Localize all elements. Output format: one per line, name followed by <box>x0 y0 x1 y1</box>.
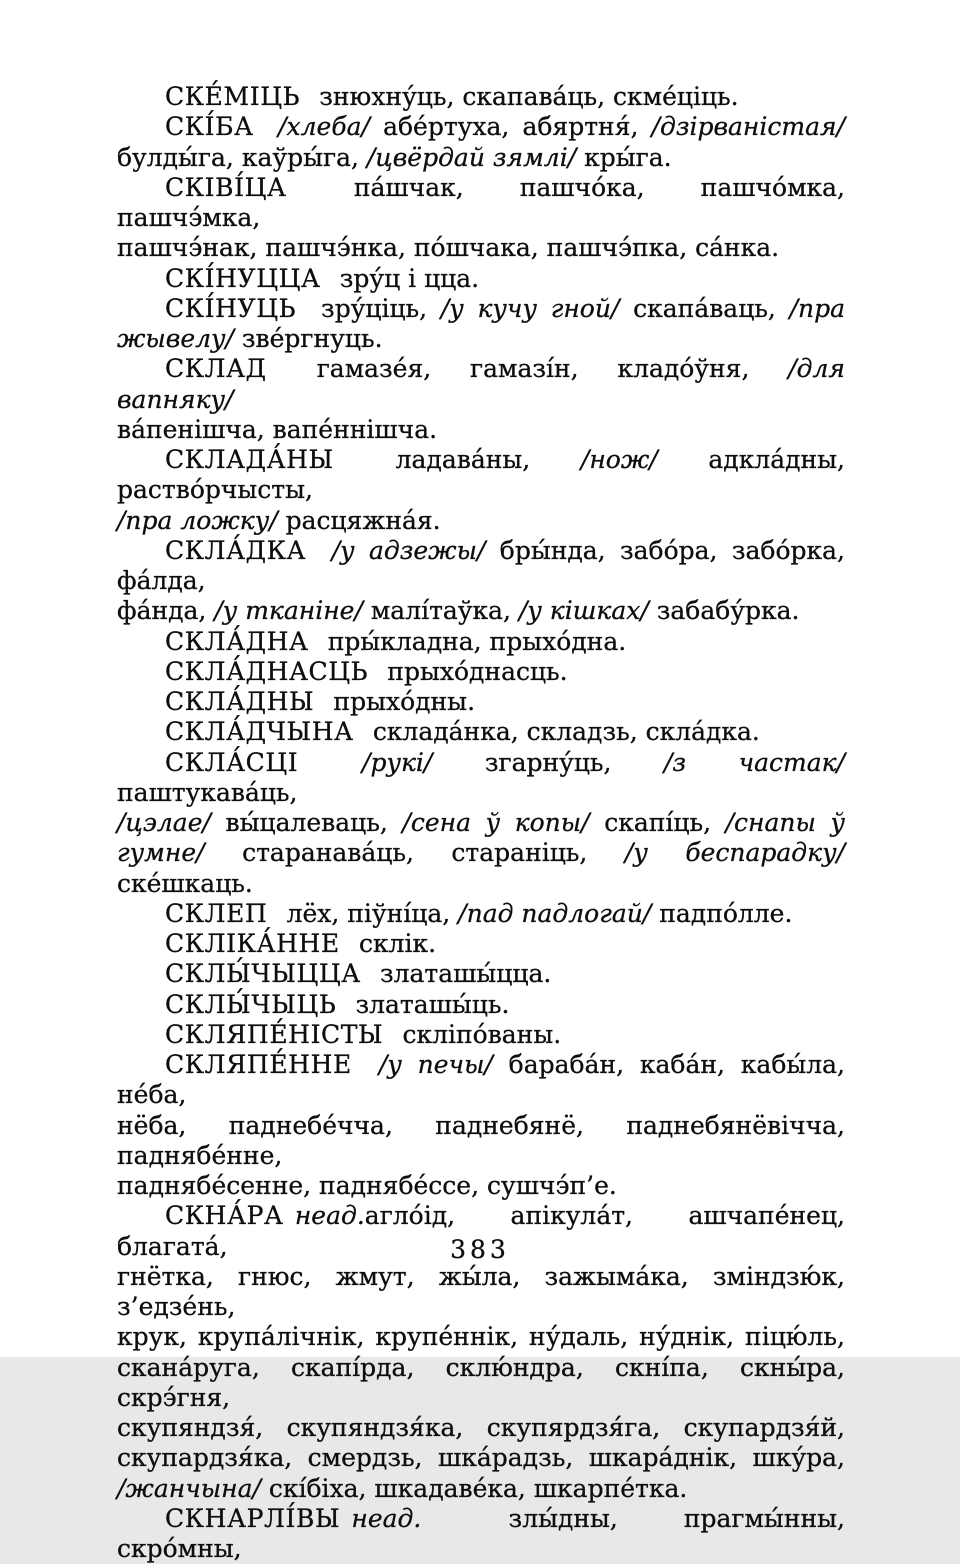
text-run: адкла́дны, раство́рчысты, <box>117 445 846 505</box>
text-line <box>117 1322 845 1352</box>
text-line <box>117 1474 845 1504</box>
text-line <box>117 354 845 415</box>
text-run: гнётка, гнюс, жмут, жы́ла, зажыма́ка, зміндзю́к, з’едзе́нь, <box>117 1261 845 1321</box>
text-run: згарну́ць, <box>432 747 664 777</box>
usage-note: неад. <box>294 1201 365 1231</box>
usage-note: /снапы ў <box>725 808 845 837</box>
headword: СКЛАДА́НЫ <box>165 445 334 474</box>
text-run: нёба, паднебе́чча, паднебянё, паднебянёвічча, паднябе́нне, <box>117 1110 845 1170</box>
usage-note: /рукі/ <box>309 747 433 777</box>
text-line <box>117 112 845 142</box>
usage-note: /нож/ <box>580 445 658 474</box>
text-run: старанава́ць, стараніць, <box>204 838 625 868</box>
text-run: малі́таўка, <box>362 596 519 626</box>
usage-note: /у кішках/ <box>518 596 649 626</box>
text-run: булды́га, каўры́га, <box>117 142 367 172</box>
text-line <box>117 596 845 626</box>
text-run: расцяжна́я. <box>277 505 441 535</box>
text-line <box>117 1050 845 1111</box>
text-run: паштукава́ць, <box>117 777 298 807</box>
text-run: зве́ргнуць. <box>233 324 383 353</box>
usage-note: /у тканіне/ <box>214 596 363 626</box>
text-run: ладава́ны, <box>344 445 581 474</box>
usage-note: /дзірваністая/ <box>651 112 845 142</box>
text-run: падпо́лле. <box>651 898 793 928</box>
text-line <box>117 1443 845 1473</box>
text-line <box>117 929 845 959</box>
usage-note: жывелу/ <box>117 324 234 353</box>
text-run: ске́шкаць. <box>117 868 253 898</box>
text-run: кры́га. <box>576 142 672 172</box>
headword: СКЕ́МІЦЬ <box>165 82 301 111</box>
headword: СКЛА́ДКА <box>165 535 307 565</box>
text-run: паднябе́сенне, паднябе́ссе, сушчэ́п’е. <box>117 1171 617 1200</box>
text-line <box>117 1171 845 1201</box>
text-run: па́шчак, пашчо́ка, пашчо́мка, пашчэ́мка, <box>117 172 845 232</box>
headword: СКЛАД <box>165 354 267 384</box>
text-run: зру́ціць, <box>307 293 441 323</box>
text-run: прыхо́дны. <box>325 687 476 716</box>
text-run: лёх, піўні́ца, <box>278 898 459 928</box>
headword: СКНАРЛІ́ВЫ <box>165 1503 341 1533</box>
text-run: прыхо́днасць. <box>379 656 568 686</box>
text-line <box>117 173 845 234</box>
text-line <box>117 82 845 112</box>
headword: СКЛА́ДНАСЦЬ <box>165 656 369 686</box>
text-run: склік. <box>351 929 437 958</box>
headword: СКЛА́ДЧЫНА <box>165 717 354 747</box>
headword: СКІ́НУЦЦА <box>165 263 321 293</box>
text-line <box>117 990 845 1020</box>
text-run: ва́пенішча, вапе́ннішча. <box>117 414 438 444</box>
usage-note: /цэлае/ <box>117 808 211 837</box>
text-line <box>117 233 845 263</box>
text-line <box>117 415 845 445</box>
usage-note: /у адзежы/ <box>317 535 486 565</box>
usage-note: гумне/ <box>117 838 205 868</box>
page-number-clip <box>0 1235 960 1264</box>
headword: СКЛА́ДНА <box>165 626 309 656</box>
headword: СКНА́РА <box>165 1201 284 1231</box>
headword: СКЛІКА́ННЕ <box>165 929 340 958</box>
headword: СКІ́БА <box>165 112 254 142</box>
usage-note: /у печы/ <box>363 1050 493 1079</box>
headword: СКІ́НУЦЬ <box>165 293 297 323</box>
dictionary-text <box>117 82 845 1564</box>
text-line <box>117 143 845 173</box>
text-line <box>117 838 845 899</box>
text-run: склада́нка, складзь, скла́дка. <box>364 717 760 747</box>
text-line <box>117 1353 845 1414</box>
text-run: златашы́цца. <box>372 959 552 989</box>
text-line <box>117 657 845 687</box>
text-line <box>117 536 845 597</box>
text-line <box>117 264 845 294</box>
usage-note: /цвёрдай зямлі/ <box>366 142 577 172</box>
usage-note: /пра <box>789 293 845 323</box>
usage-note: неад. <box>351 1503 422 1533</box>
text-run: скі́біха, шкадаве́ка, шкарпе́тка. <box>260 1473 688 1503</box>
text-run: скапа́ваць, <box>619 293 790 323</box>
text-line <box>117 1262 845 1323</box>
text-line <box>117 808 845 838</box>
text-line <box>117 1020 845 1050</box>
text-line <box>117 959 845 989</box>
text-line <box>117 506 845 536</box>
text-run: зру́ц і цца. <box>331 263 480 293</box>
text-run: бараба́н, каба́н, кабы́ла, не́ба, <box>117 1050 845 1110</box>
headword: СКІВІ́ЦА <box>165 172 287 202</box>
headword: СКЛЯПЕ́ННЕ <box>165 1050 352 1079</box>
text-run: знюхну́ць, скапава́ць, скме́ціць. <box>311 82 739 111</box>
text-run: забабу́рка. <box>648 596 800 626</box>
headword: СКЛЫ́ЧЫЦЦА <box>165 959 361 989</box>
text-run: фа́нда, <box>117 596 215 626</box>
text-run: вы́цалеваць, <box>210 808 403 837</box>
headword: СКЛЕП <box>165 898 268 928</box>
text-run: скупяндзя́, скупяндзя́ка, скупярдзя́га, скупардзя́й, <box>117 1413 845 1442</box>
usage-note: /хлеба/ <box>264 112 370 142</box>
headword: СКЛЯПЕ́НІСТЫ <box>165 1019 384 1049</box>
text-run: гамазе́я, гамазі́н, кладо́ўня, <box>277 354 789 384</box>
usage-note: /з частак/ <box>664 747 845 777</box>
usage-note: /у кучу гной/ <box>440 293 620 323</box>
text-run: пры́кладна, прыхо́дна. <box>319 626 627 656</box>
usage-note: /для вапняку/ <box>117 354 845 414</box>
headword: СКЛА́СЦІ <box>165 747 299 777</box>
text-run: бры́нда, забо́ра, забо́рка, фа́лда, <box>117 535 845 595</box>
text-run: абе́ртуха, абяртня́, <box>369 112 652 142</box>
usage-note: /пад падлогай/ <box>458 898 652 928</box>
usage-note: /у беспарадку/ <box>624 838 846 868</box>
headword: СКЛЫ́ЧЫЦЬ <box>165 989 337 1019</box>
text-run: скапі́ць, <box>589 808 726 837</box>
text-line <box>117 324 845 354</box>
text-line <box>117 687 845 717</box>
text-line <box>117 294 845 324</box>
text-line <box>117 1111 845 1172</box>
usage-note: /жанчына/ <box>117 1473 261 1503</box>
text-run: скліпо́ваны. <box>394 1019 562 1049</box>
text-line <box>117 445 845 506</box>
usage-note: /сена ў копы/ <box>402 808 590 837</box>
text-line <box>117 1413 845 1443</box>
text-run: скупардзя́ка, смердзь, шка́радзь, шкара́днік, шку́ра, <box>117 1443 845 1473</box>
text-line <box>117 748 845 809</box>
text-line <box>117 899 845 929</box>
text-line <box>117 717 845 747</box>
text-run: крук, крупа́лічнік, крупе́ннік, ну́даль, ну́днік, піцю́ль, <box>117 1322 845 1352</box>
text-line <box>117 627 845 657</box>
text-line <box>117 1504 845 1564</box>
usage-note: /пра ложку/ <box>117 505 278 535</box>
text-run: скана́руга, скапі́рда, склю́ндра, скні́па, скны́ра, скрэ́гня, <box>117 1352 845 1412</box>
headword: СКЛА́ДНЫ <box>165 687 315 716</box>
page-number: 383 <box>450 1235 510 1264</box>
text-run: пашчэ́нак, пашчэ́нка, по́шчака, пашчэ́пка, са́нка. <box>117 233 780 263</box>
text-run: златашы́ць. <box>347 989 510 1019</box>
text-run: агло́ід, апікула́т, ашчапе́нец, благата́, <box>117 1201 845 1261</box>
text-run: злы́дны, прагмы́нны, скро́мны, <box>117 1503 845 1563</box>
